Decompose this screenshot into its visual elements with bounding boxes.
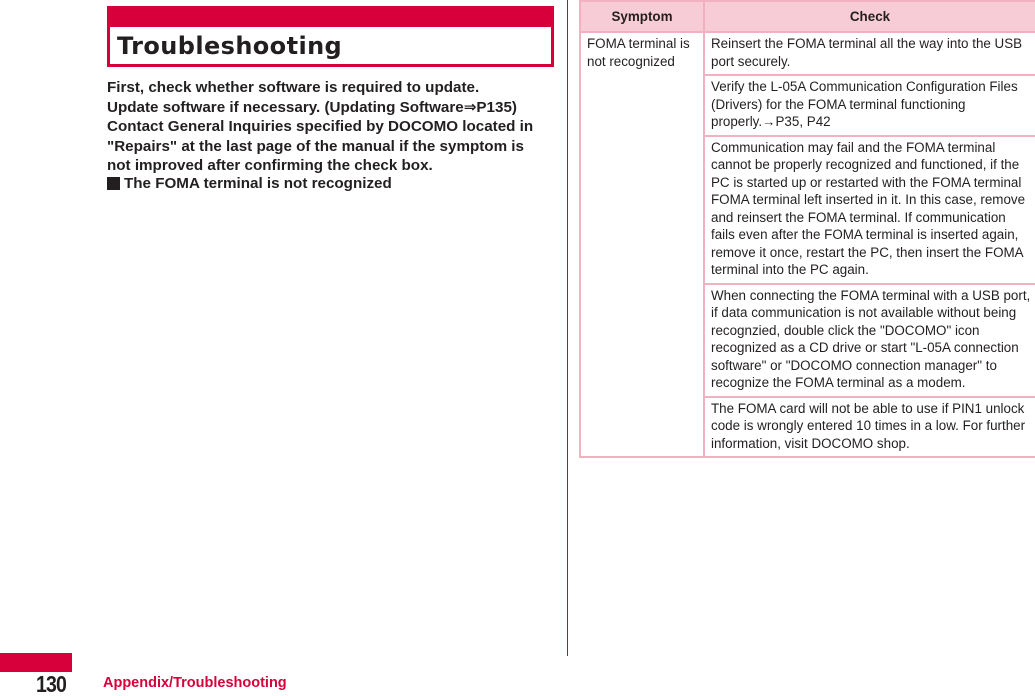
intro-line: Contact General Inquiries specified by DOCOMO located in [107,118,534,135]
intro-line: not improved after confirming the check box. [107,157,433,174]
page-heading-box [107,6,554,67]
section-heading [107,174,392,193]
symptom-cell: FOMA terminal is not recognized [580,32,704,457]
check-cell: When connecting the FOMA terminal with a USB port, if data communication is not available without being recognzied, double click the "DOCOMO" icon recognized as a CD drive or start "L-05A connection software" or "DOCOMO connection manager" to recognize the FOMA terminal as a modem. [704,284,1035,397]
check-cell: Communication may fail and the FOMA terminal cannot be properly recognized and functioned, if the PC is started up or restarted with the FOMA terminal FOMA terminal left inserted in it. In this case, remove and reinsert the FOMA terminal. If communication fails even after the FOMA terminal is inserted again, remove it once, restart the PC, then insert the FOMA terminal into the PC again. [704,136,1035,284]
footer-accent-tab [0,653,72,672]
intro-line: First, check whether software is required to update. [107,79,480,96]
check-cell: Verify the L-05A Communication Configuration Files (Drivers) for the FOMA terminal functioning properly.→P35, P42 [704,75,1035,136]
check-cell: The FOMA card will not be able to use if PIN1 unlock code is wrongly entered 10 times in a low. For further information, visit DOCOMO shop. [704,397,1035,458]
footer-section-title: Appendix/Troubleshooting [103,675,287,691]
troubleshooting-table [579,0,1035,458]
page-heading-inner [110,27,551,64]
check-cell: Reinsert the FOMA terminal all the way into the USB port securely. [704,32,1035,75]
page-title: Troubleshooting [117,31,343,60]
page-number: 130 [36,671,67,696]
section-heading-label: The FOMA terminal is not recognized [124,175,392,192]
intro-text [107,78,557,176]
intro-line: "Repairs" at the last page of the manual if the symptom is [107,137,524,155]
check-column-header: Check [704,1,1035,32]
column-divider [567,0,568,656]
symptom-column-header: Symptom [580,1,704,32]
square-bullet-icon [107,177,120,190]
table-header-row [580,1,1035,32]
intro-line: Update software if necessary. (Updating Software⇒P135) [107,98,517,116]
table-row [580,32,1035,75]
